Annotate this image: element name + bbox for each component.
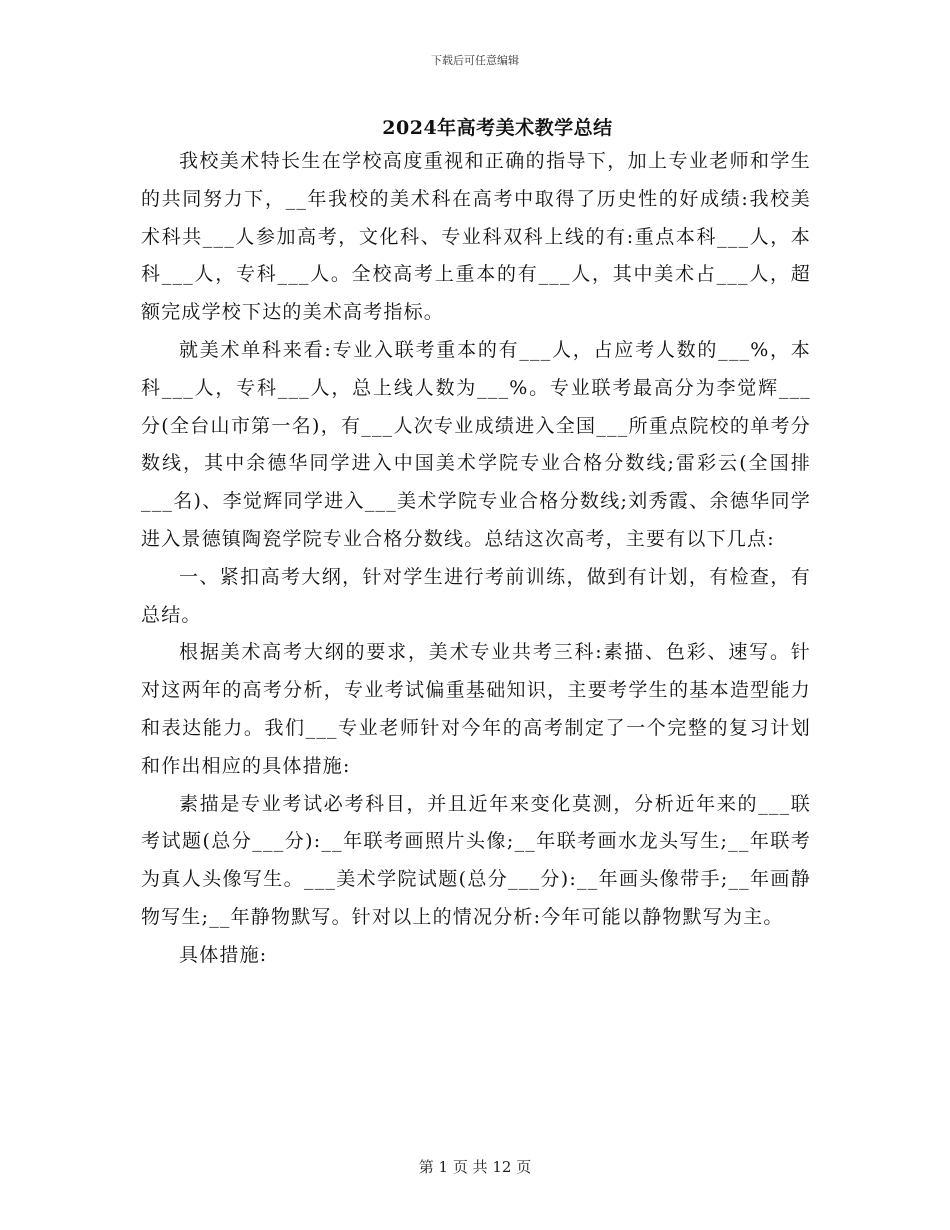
paragraph-measures: 具体措施: (179, 943, 268, 966)
page-footer: 第 1 页 共 12 页 (418, 1158, 532, 1176)
paragraph-single-subject: 就美术单科来看:专业入联考重本的有___人，占应考人数的___%，本科___人，专科___人，总上线人数为___%。专业联考最高分为李觉辉___分(全台山市第一名)，有___人次专业成绩进入全国___所重点院校的单考分数线，其中余德华同学进入中国美术学院专业合格分数线;雷彩云(全国排___名)、李觉辉同学进入___美术学院专业合格分数线;刘秀霞、余德华同学进入景德镇陶瓷学院专业合格分数线。总结这次高考，主要有以下几点: (141, 338, 811, 550)
paragraph-syllabus: 根据美术高考大纲的要求，美术专业共考三科:素描、色彩、速写。针对这两年的高考分析，专业考试偏重基础知识，主要考学生的基本造型能力和表达能力。我们___专业老师针对今年的高考制定了一个完整的复习计划和作出相应的具体措施: (141, 641, 811, 777)
header-note: 下载后可任意编辑 (431, 54, 519, 67)
paragraph-intro: 我校美术特长生在学校高度重视和正确的指导下，加上专业老师和学生的共同努力下，__年我校的美术科在高考中取得了历史性的好成绩:我校美术科共___人参加高考，文化科、专业科双科上线的有:重点本科___人，本科___人，专科___人。全校高考上重本的有___人，其中美术占___人，超额完成学校下达的美术高考指标。 (141, 150, 811, 324)
paragraph-sketch: 素描是专业考试必考科目，并且近年来变化莫测，分析近年来的___联考试题(总分___分):__年联考画照片头像;__年联考画水龙头写生;__年联考为真人头像写生。___美术学院试题(总分___分):__年画头像带手;__年画静物写生;__年静物默写。针对以上的情况分析:今年可能以静物默写为主。 (141, 792, 811, 928)
paragraph-point-one: 一、紧扣高考大纲，针对学生进行考前训练，做到有计划，有检查，有总结。 (141, 565, 811, 626)
document-body (141, 143, 811, 975)
document-title: 2024年高考美术教学总结 (382, 117, 613, 139)
